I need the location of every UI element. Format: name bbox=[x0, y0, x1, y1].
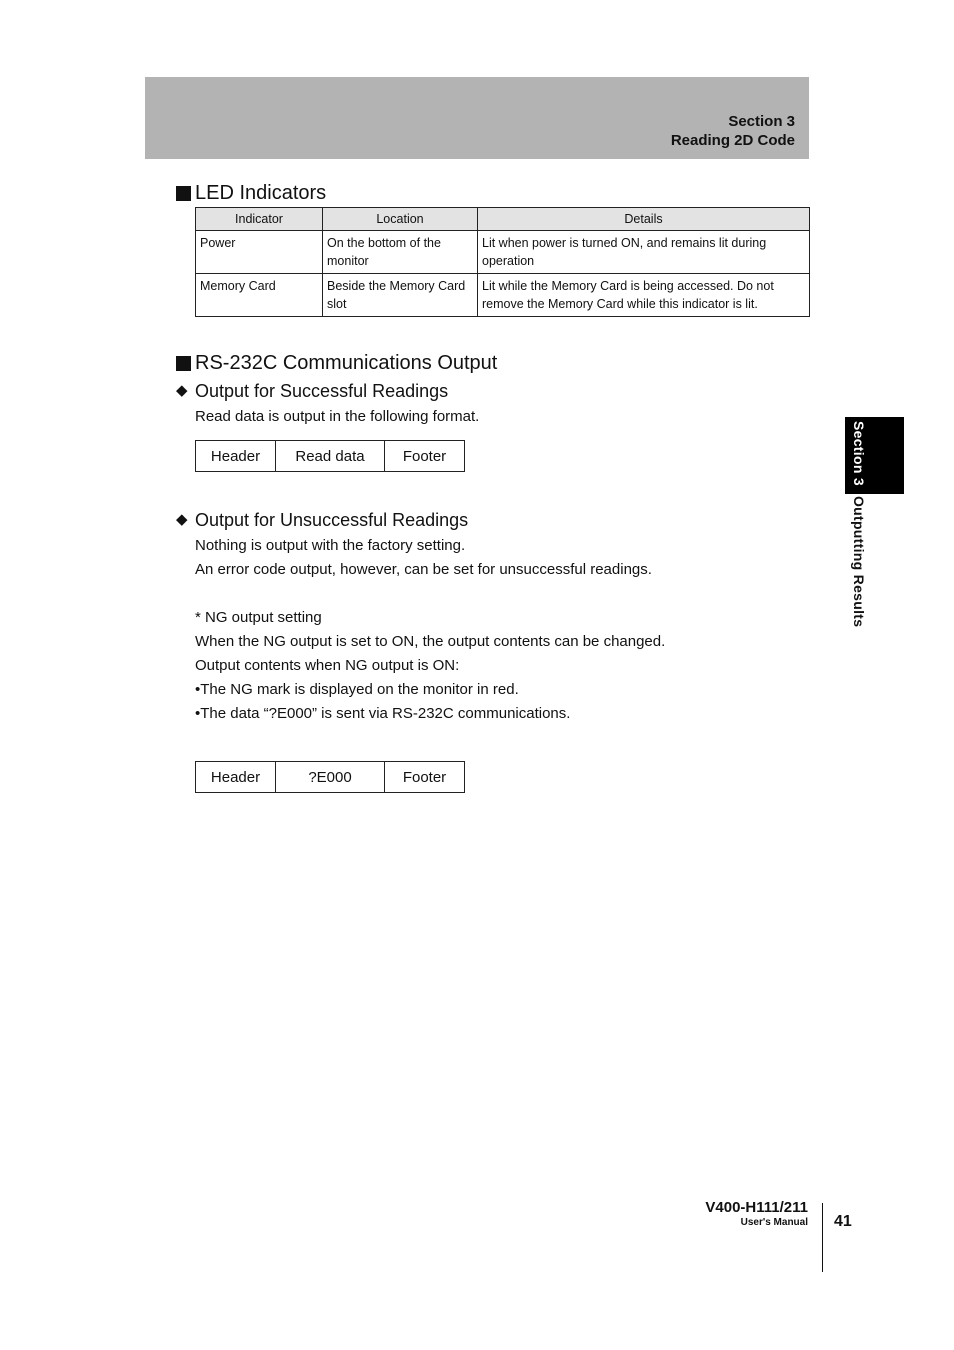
footer-model: V400-H111/211 bbox=[705, 1199, 808, 1216]
section-header-band bbox=[145, 77, 809, 159]
side-tab-section: Section 3 bbox=[851, 421, 867, 486]
diamond-bullet-icon: ◆ bbox=[176, 382, 188, 399]
success-heading bbox=[176, 380, 448, 402]
location-cell: On the bottom of the monitor bbox=[323, 231, 478, 274]
format-data-cell: Read data bbox=[276, 441, 385, 471]
failure-heading bbox=[176, 509, 468, 531]
column-header: Location bbox=[323, 208, 478, 231]
footer-manual: User's Manual bbox=[740, 1217, 808, 1228]
table-header-row bbox=[196, 208, 810, 231]
bullet-item bbox=[195, 678, 519, 702]
square-bullet-icon bbox=[176, 186, 191, 201]
success-description: Read data is output in the following format. bbox=[195, 408, 480, 425]
section-title: Reading 2D Code bbox=[670, 132, 795, 149]
bullet-text: The data “?E000” is sent via RS-232C communications. bbox=[200, 705, 571, 722]
ng-line: When the NG output is set to ON, the output contents can be changed. bbox=[195, 633, 666, 650]
diamond-bullet-icon: ◆ bbox=[176, 511, 188, 528]
table-row bbox=[196, 231, 810, 274]
section-header-text bbox=[671, 112, 795, 150]
column-header: Indicator bbox=[196, 208, 323, 231]
format-header-cell: Header bbox=[196, 762, 276, 792]
success-heading-text: Output for Successful Readings bbox=[195, 381, 449, 401]
led-heading bbox=[176, 181, 326, 205]
bullet-dot-icon: • bbox=[195, 681, 201, 698]
column-header: Details bbox=[478, 208, 810, 231]
bullet-dot-icon: • bbox=[195, 705, 201, 722]
footer-divider bbox=[822, 1203, 823, 1272]
rs232-heading bbox=[176, 351, 497, 375]
square-bullet-icon bbox=[176, 356, 191, 371]
side-tab-title: Outputting Results bbox=[851, 495, 867, 628]
format-header-cell: Header bbox=[196, 441, 276, 471]
location-cell: Beside the Memory Card slot bbox=[323, 274, 478, 317]
format-data-cell: ?E000 bbox=[276, 762, 385, 792]
failure-line: Nothing is output with the factory setting. bbox=[195, 537, 466, 554]
failure-heading-text: Output for Unsuccessful Readings bbox=[195, 510, 469, 530]
success-format-diagram bbox=[195, 440, 465, 472]
bullet-text: The NG mark is displayed on the monitor in red. bbox=[200, 681, 519, 698]
details-cell: Lit while the Memory Card is being accessed. Do not remove the Memory Card while this indicator is lit. bbox=[478, 274, 810, 317]
details-cell: Lit when power is turned ON, and remains lit during operation bbox=[478, 231, 810, 274]
failure-line: An error code output, however, can be set for unsuccessful readings. bbox=[195, 561, 652, 578]
failure-format-diagram bbox=[195, 761, 465, 793]
led-table bbox=[195, 207, 810, 317]
rs232-heading-text: RS-232C Communications Output bbox=[195, 352, 498, 374]
format-footer-cell: Footer bbox=[402, 768, 447, 786]
page-number: 41 bbox=[834, 1213, 852, 1230]
table-row bbox=[196, 274, 810, 317]
bullet-item bbox=[195, 702, 570, 726]
ng-setting-title: * NG output setting bbox=[195, 609, 322, 626]
ng-line: Output contents when NG output is ON: bbox=[195, 657, 460, 674]
section-number: Section 3 bbox=[728, 113, 795, 130]
indicator-cell: Memory Card bbox=[196, 274, 323, 317]
format-footer-cell: Footer bbox=[402, 447, 447, 465]
side-tab-label bbox=[851, 421, 867, 627]
led-heading-text: LED Indicators bbox=[195, 182, 327, 204]
indicator-cell: Power bbox=[196, 231, 323, 274]
